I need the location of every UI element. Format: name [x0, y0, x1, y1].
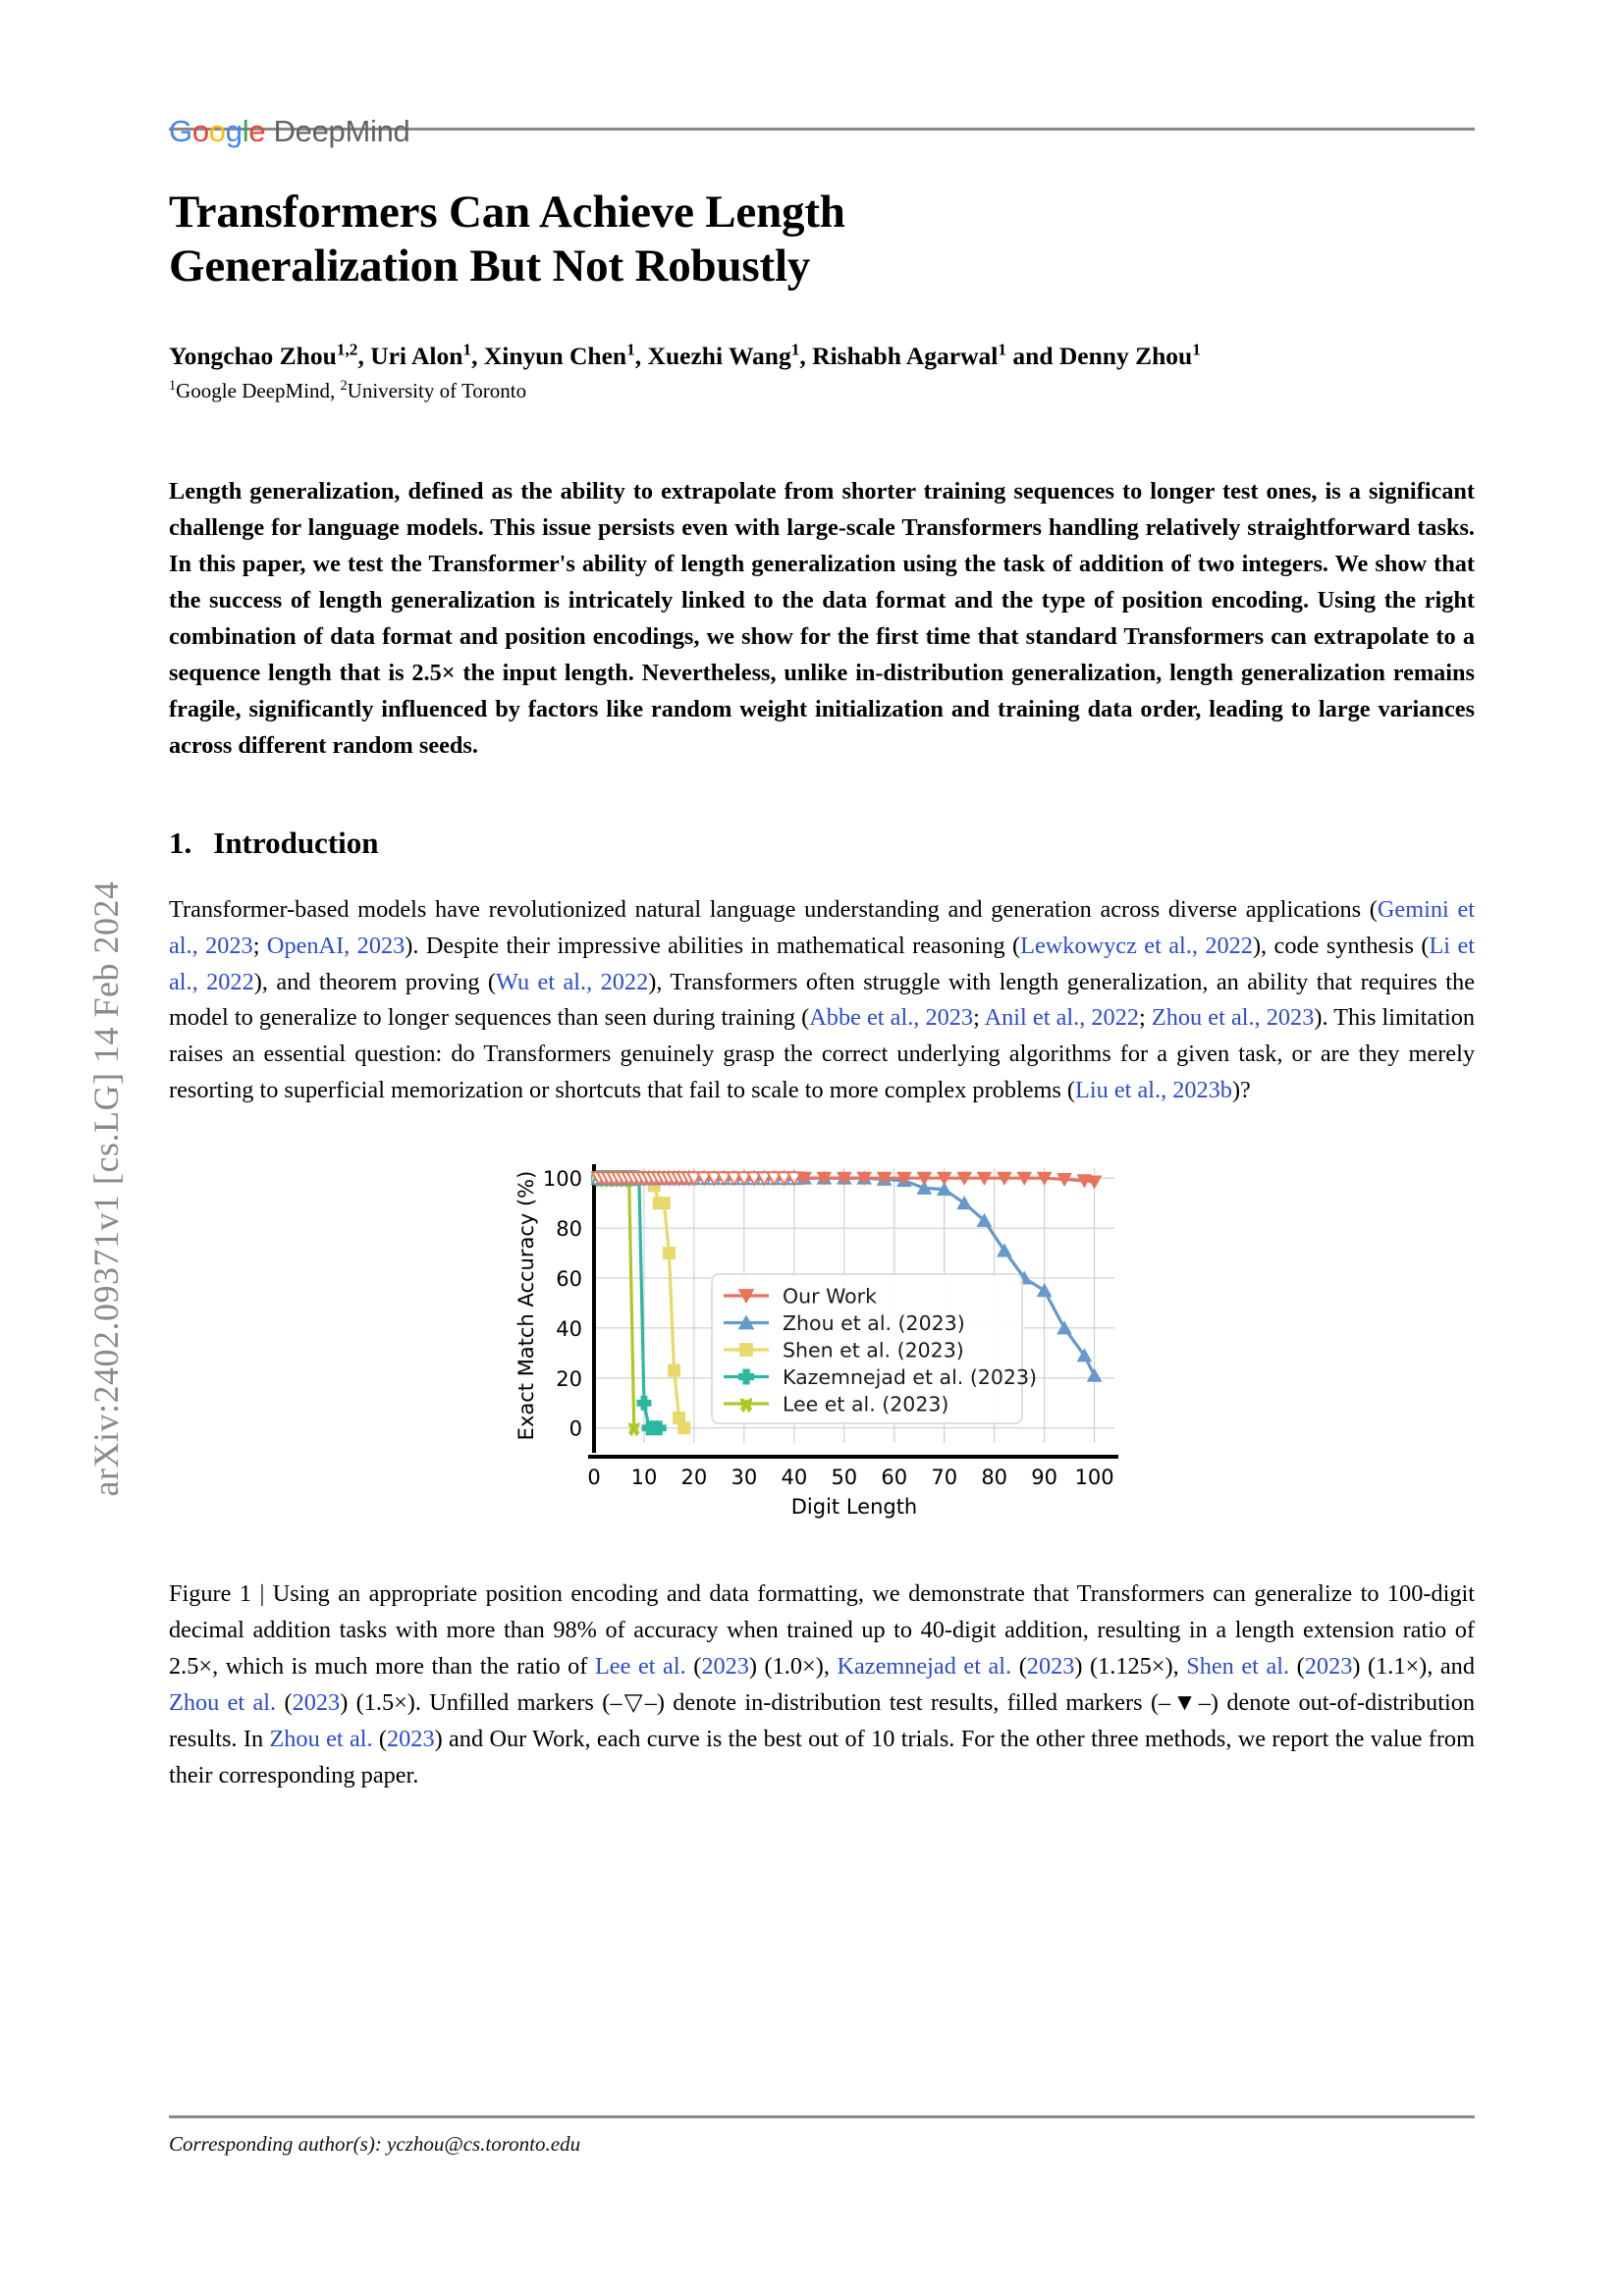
chart-data-point	[669, 1364, 680, 1376]
citation-link[interactable]: Lewkowycz et al., 2022	[1020, 932, 1253, 959]
legend-item-label: Zhou et al. (2023)	[783, 1311, 965, 1336]
body-text-run: (	[372, 1725, 387, 1752]
body-text-run: ;	[973, 1004, 985, 1032]
body-text-run: ) and Our Work, each curve is the best out of 10 trials. For the other three methods, we report the value from their corresponding paper.	[169, 1725, 1475, 1789]
chart-data-point	[740, 1344, 753, 1357]
author-name: Yongchao Zhou	[169, 341, 337, 370]
citation-link[interactable]: Li et al., 2022	[169, 932, 1476, 995]
footer-divider	[169, 2115, 1475, 2118]
chart-data-point	[629, 1423, 639, 1436]
section-title: Introduction	[213, 825, 379, 860]
page-title	[169, 186, 1475, 294]
svg-text:60: 60	[556, 1267, 582, 1292]
body-text-run: ) (1.125×),	[1074, 1653, 1187, 1681]
citation-link[interactable]: 2023	[387, 1725, 435, 1752]
body-text-run: ), Transformers often struggle with length generalization, an ability that requires the model to generalize to longer sequences than seen during training (	[169, 968, 1475, 1032]
body-text-run: ) (1.5×). Unfilled markers (–▽–) denote in-distribution test results, filled markers (–▼–) denote out-of-distribution results. In	[169, 1689, 1475, 1752]
paper-page	[169, 0, 1475, 2296]
svg-text:0: 0	[568, 1416, 582, 1441]
affiliation-name: University of Toronto	[347, 379, 527, 403]
author-name: Rishabh Agarwal	[812, 341, 999, 370]
author-name: Uri Alon	[370, 341, 463, 370]
author-affiliation-marker: 1	[462, 340, 472, 359]
chart-data-point	[1088, 1369, 1102, 1382]
svg-text:60: 60	[881, 1466, 908, 1490]
svg-text:100: 100	[1074, 1466, 1114, 1490]
legend-item-label: Our Work	[783, 1284, 877, 1308]
figure-caption	[169, 1576, 1475, 1794]
citation-link[interactable]: 2023	[1304, 1653, 1353, 1681]
chart-legend	[712, 1274, 1037, 1423]
body-text-run: Transformer-based models have revolutionized natural language understanding and generation across diverse applications (	[169, 895, 1378, 923]
svg-text:30: 30	[731, 1466, 758, 1490]
citation-link[interactable]: Zhou et al.	[169, 1689, 277, 1716]
title-line-2: Generalization But Not Robustly	[169, 240, 811, 293]
chart-data-point	[658, 1198, 670, 1209]
legend-item-label: Lee et al. (2023)	[783, 1392, 949, 1416]
chart-svg	[508, 1152, 1136, 1545]
figure-label: Figure 1 |	[169, 1580, 265, 1608]
body-text-run: ), and theorem proving (	[253, 968, 496, 995]
citation-link[interactable]: Anil et al., 2022	[984, 1004, 1139, 1032]
body-text-run: (	[276, 1689, 293, 1716]
body-text-run: (	[1011, 1653, 1027, 1681]
chart-series	[594, 1173, 639, 1435]
citation-link[interactable]: Zhou et al.	[269, 1725, 373, 1752]
chart-data-point	[637, 1397, 651, 1411]
svg-text:10: 10	[630, 1466, 658, 1490]
google-deepmind-logo	[169, 116, 1475, 146]
body-text-run: (	[685, 1653, 702, 1681]
svg-text:20: 20	[556, 1367, 582, 1392]
author-affiliation-marker: 1,2	[336, 340, 358, 359]
introduction-paragraph	[169, 892, 1475, 1110]
svg-text:70: 70	[931, 1466, 958, 1490]
author-name: Xinyun Chen	[483, 341, 627, 370]
citation-link[interactable]: Abbe et al., 2023	[809, 1004, 974, 1032]
y-axis-label: Exact Match Accuracy (%)	[514, 1170, 538, 1441]
citation-link[interactable]: Wu et al., 2022	[496, 968, 649, 995]
body-text-run: ). Despite their impressive abilities in mathematical reasoning (	[405, 932, 1021, 959]
citation-link[interactable]: Liu et al., 2023b	[1075, 1077, 1232, 1104]
citation-link[interactable]: Gemini et al., 2023	[169, 895, 1475, 959]
author-name: Denny Zhou	[1058, 341, 1193, 370]
svg-text:0: 0	[587, 1466, 601, 1490]
svg-text:40: 40	[556, 1317, 582, 1342]
citation-link[interactable]: OpenAI, 2023	[266, 932, 406, 959]
citation-link[interactable]: 2023	[1026, 1653, 1075, 1681]
section-number: 1.	[169, 825, 192, 860]
author-list: Yongchao Zhou$^{1,2}$, Uri Alon$^1$, Xinyun Chen$^1$, Xuezhi Wang$^1$, Rishabh Agarwal$^1$ and Denny Zhou$^1$	[169, 340, 1201, 370]
legend-item-label: Shen et al. (2023)	[783, 1338, 964, 1362]
section-heading-introduction	[169, 826, 1475, 861]
body-text-run: ). This limitation raises an essential question: do Transformers genuinely grasp the correct underlying algorithms for a given task, or are they merely resorting to superficial memorization or shortcuts that fail to scale to more complex problems (	[169, 1004, 1476, 1104]
body-text-run: (	[1289, 1653, 1305, 1681]
accuracy-vs-digit-length-chart	[508, 1152, 1136, 1545]
affiliation-list: $^1$Google DeepMind, $^2$University of Toronto	[169, 378, 527, 403]
citation-link[interactable]: 2023	[292, 1689, 341, 1716]
chart-series	[592, 1172, 1102, 1188]
svg-text:20: 20	[680, 1466, 708, 1490]
author-affiliation-marker: 1	[626, 340, 635, 359]
author-affiliation-marker: 1	[790, 340, 800, 359]
author-affiliation-marker: 1	[1192, 340, 1201, 359]
chart-data-point	[663, 1248, 675, 1259]
affiliation-marker: 1	[169, 378, 177, 395]
brand-header	[169, 0, 1475, 148]
author-name: Xuezhi Wang	[647, 341, 791, 370]
citation-link[interactable]: 2023	[701, 1653, 749, 1681]
body-text-run: ), code synthesis (	[1252, 932, 1430, 959]
body-text-run: Using an appropriate position encoding and data formatting, we demonstrate that Transformers can generalize to 100-digit decimal addition tasks with more than 98% of accuracy when trained up to 40-digit addition, resulting in a length extension ratio of 2.5×, which is much more than the ratio of	[169, 1580, 1475, 1681]
abstract-text: Length generalization, defined as the ability to extrapolate from shorter training sequences to longer test ones, is a significant challenge for language models. This issue persists even with large-scale Transformers handling relatively straightforward tasks. In this paper, we test the Transformer's ability of length generalization using the task of addition of two integers. We show that the success of length generalization is intricately linked to the data format and the type of position encoding. Using the right combination of data format and position encodings, we show for the first time that standard Transformers can extrapolate to a sequence length that is 2.5× the input length. Nevertheless, unlike in-distribution generalization, length generalization remains fragile, significantly influenced by factors like random weight initialization and training data order, leading to large variances across different random seeds.	[169, 478, 1475, 759]
title-line-1: Transformers Can Achieve Length	[169, 187, 845, 238]
citation-link[interactable]: Shen et al.	[1186, 1653, 1290, 1681]
corresponding-author-note: Corresponding author(s): yczhou@cs.toronto.edu	[169, 2132, 581, 2156]
google-wordmark: Google	[169, 114, 266, 148]
svg-text:40: 40	[781, 1466, 808, 1490]
svg-text:90: 90	[1031, 1466, 1058, 1490]
citation-link[interactable]: Lee et al.	[594, 1653, 686, 1681]
svg-text:100: 100	[542, 1167, 582, 1192]
author-affiliation-marker: 1	[998, 340, 1007, 359]
deepmind-wordmark: DeepMind	[273, 114, 410, 148]
x-axis-label: Digit Length	[790, 1495, 918, 1520]
figure-1	[169, 1152, 1475, 1545]
svg-text:80: 80	[981, 1466, 1008, 1490]
svg-text:50: 50	[831, 1466, 858, 1490]
body-text-run: ) (1.0×),	[748, 1653, 838, 1681]
citation-link[interactable]: Zhou et al., 2023	[1151, 1004, 1315, 1032]
citation-link[interactable]: Kazemnejad et al.	[837, 1653, 1012, 1681]
body-text-run: ) (1.1×), and	[1352, 1653, 1475, 1681]
arxiv-identifier-stamp: arXiv:2402.09371v1 [cs.LG] 14 Feb 2024	[86, 881, 126, 1497]
svg-text:80: 80	[556, 1217, 582, 1242]
body-text-run: )?	[1231, 1077, 1251, 1104]
affiliation-marker: 2	[340, 378, 348, 395]
legend-item-label: Kazemnejad et al. (2023)	[783, 1365, 1038, 1390]
body-text-run: ;	[252, 932, 267, 959]
affiliation-name: Google DeepMind	[176, 379, 331, 403]
body-text-run: ;	[1139, 1004, 1152, 1032]
chart-data-point	[678, 1422, 690, 1434]
